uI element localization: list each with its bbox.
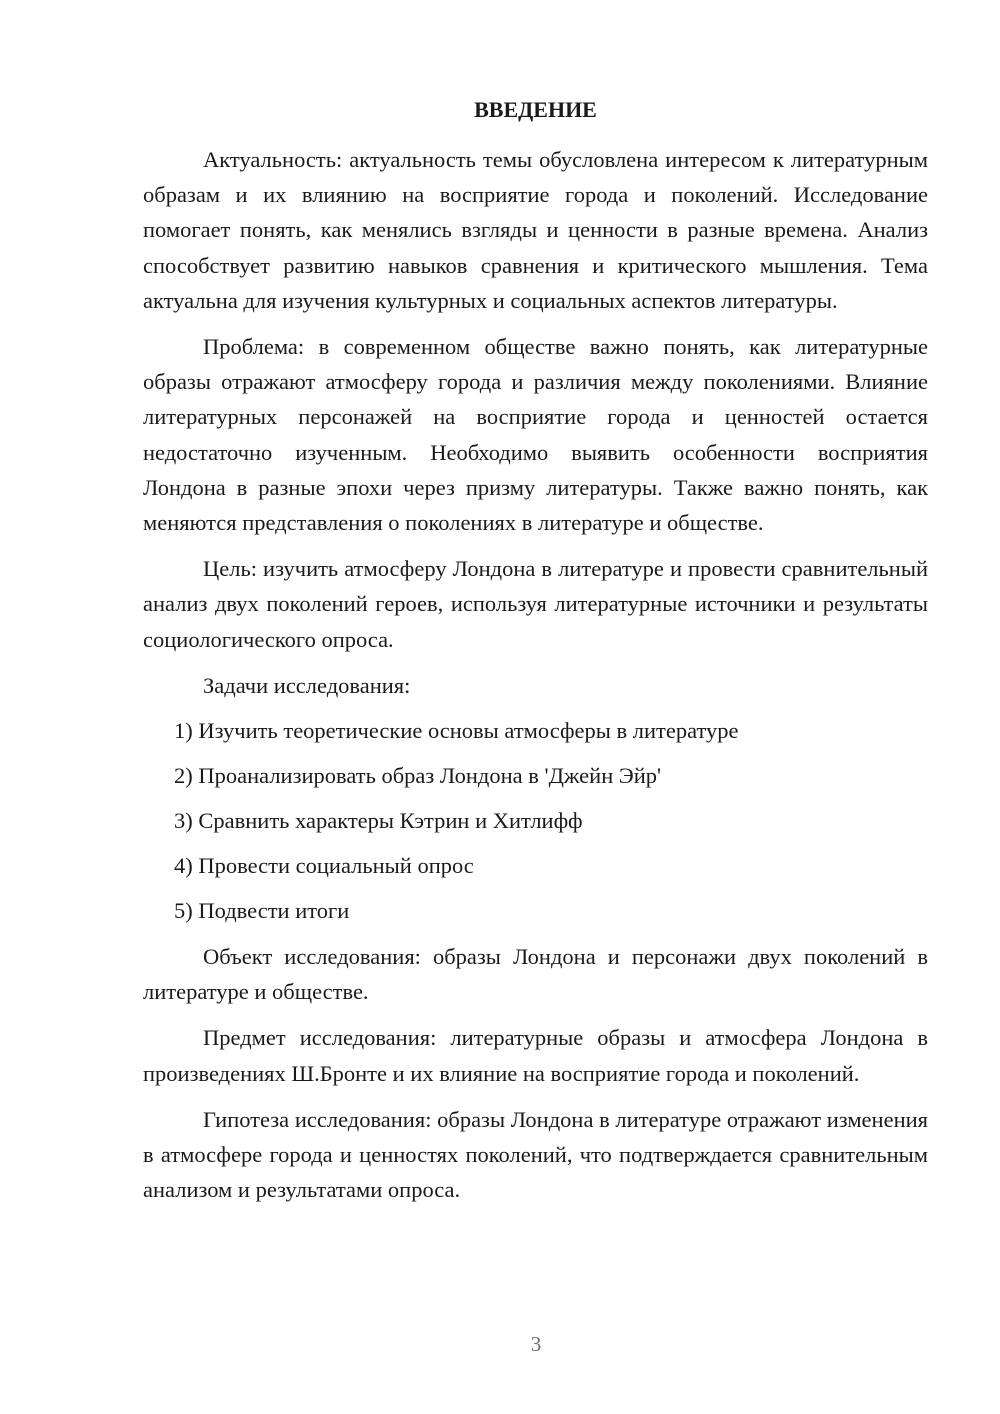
relevance-paragraph: Актуальность: актуальность темы обусловлена интересом к литературным образам и их влиянию на восприятие города и поколений. Исследование помогает понять, как менялись взгляды и ценности в разные времена. Анализ способствует развитию навыков сравнения и критического мышления. Тема актуальна для изучения культурных и социальных аспектов литературы.: [143, 147, 928, 313]
task-item-5: 5) Подвести итоги: [174, 898, 350, 924]
task-item-3: 3) Сравнить характеры Кэтрин и Хитлифф: [174, 808, 583, 834]
hypothesis-paragraph: Гипотеза исследования: образы Лондона в литературе отражают изменения в атмосфере города и ценностях поколений, что подтверждается сравнительным анализом и результатами опроса.: [143, 1106, 928, 1203]
task-item-1: 1) Изучить теоретические основы атмосферы в литературе: [174, 718, 739, 744]
object-paragraph: Объект исследования: образы Лондона и персонажи двух поколений в литературе и обществе.: [143, 944, 928, 1005]
page-number: 3: [530, 1332, 542, 1356]
subject-paragraph: Предмет исследования: литературные образы и атмосфера Лондона в произведениях Ш.Бронте и их влияние на восприятие города и поколений.: [143, 1025, 928, 1086]
task-item-2: 2) Проанализировать образ Лондона в 'Джейн Эйр': [174, 763, 662, 789]
tasks-heading: Задачи исследования:: [203, 672, 411, 698]
goal-paragraph: Цель: изучить атмосферу Лондона в литературе и провести сравнительный анализ двух поколений героев, используя литературные источники и результаты социологического опроса.: [143, 556, 928, 652]
problem-paragraph: Проблема: в современном обществе важно понять, как литературные образы отражают атмосферу города и различия между поколениями. Влияние литературных персонажей на восприятие города и ценностей остается недостаточно изученным. Необходимо выявить особенности восприятия Лондона в разные эпохи через призму литературы. Также важно понять, как меняются представления о поколениях в литературе и обществе.: [143, 334, 928, 536]
document-page: [143, 95, 928, 1218]
task-item-4: 4) Провести социальный опрос: [174, 853, 474, 879]
tasks-list: [143, 713, 928, 928]
section-title: ВВЕДЕНИЕ: [474, 97, 597, 122]
